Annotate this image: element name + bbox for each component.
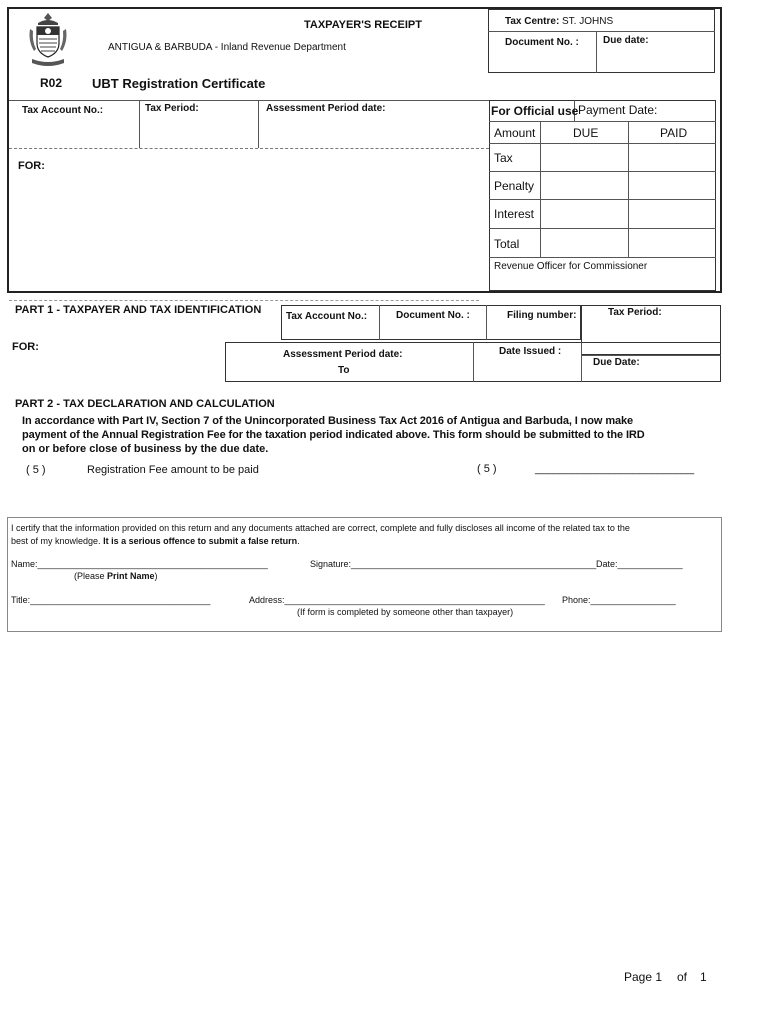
line-number-left: ( 5 ) xyxy=(26,464,46,476)
divider xyxy=(540,121,541,257)
address-field[interactable]: Address:____________________________________________________ xyxy=(249,595,545,605)
tax-centre-value: ST. JOHNS xyxy=(562,16,614,27)
assessment-period-label: Assessment Period date: xyxy=(266,103,386,114)
divider xyxy=(489,199,716,200)
row-total-label: Total xyxy=(494,237,520,251)
amount-header: Amount xyxy=(494,126,536,140)
date-issued-label: Date Issued : xyxy=(499,346,562,357)
line-number-right: ( 5 ) xyxy=(477,463,497,475)
paid-header: PAID xyxy=(660,126,688,140)
part1-due-date-label: Due Date: xyxy=(593,357,640,368)
print-name-note xyxy=(74,571,158,581)
divider xyxy=(473,342,474,382)
form-code: R02 xyxy=(40,76,63,90)
part1-for-label: FOR: xyxy=(12,341,39,353)
divider xyxy=(488,31,715,32)
divider xyxy=(628,121,629,257)
divider xyxy=(258,100,259,148)
divider xyxy=(489,171,716,172)
part1-tax-period-label: Tax Period: xyxy=(608,307,662,318)
registration-fee-field[interactable]: __________________________ xyxy=(535,463,695,475)
payment-date-label: Payment Date: xyxy=(578,103,658,117)
name-field[interactable]: Name:______________________________________________ xyxy=(11,559,268,569)
filing-number-label: Filing number: xyxy=(507,310,577,321)
certify-text-normal: best of my knowledge. xyxy=(11,536,101,546)
print-name-open: (Please xyxy=(74,571,108,581)
part1-to-label: To xyxy=(338,365,350,376)
tax-period-label: Tax Period: xyxy=(145,103,199,114)
tax-centre-label: Tax Centre: xyxy=(505,16,560,27)
divider xyxy=(489,228,716,229)
row-tax-label: Tax xyxy=(494,151,513,165)
due-header: DUE xyxy=(573,126,599,140)
completed-by-note: (If form is completed by someone other than taxpayer) xyxy=(297,607,514,617)
row-penalty-label: Penalty xyxy=(494,179,535,193)
total-pages: 1 xyxy=(700,970,707,984)
divider xyxy=(9,300,479,301)
due-date-label: Due date: xyxy=(603,35,649,46)
phone-field[interactable]: Phone:_________________ xyxy=(562,595,676,605)
divider xyxy=(489,257,716,258)
form-title: UBT Registration Certificate xyxy=(92,76,266,91)
divider xyxy=(486,305,487,340)
signature-field[interactable]: Signature:_________________________________________________ xyxy=(310,559,597,569)
revenue-officer-label: Revenue Officer for Commissioner xyxy=(494,261,648,272)
print-name-close: ) xyxy=(154,571,158,581)
divider xyxy=(9,148,489,149)
document-no-label: Document No. : xyxy=(505,37,579,48)
certify-warning: It is a serious offence to submit a false return xyxy=(103,536,298,546)
date-field[interactable]: Date:_____________ xyxy=(596,559,683,569)
part1-title: PART 1 - TAXPAYER AND TAX IDENTIFICATION xyxy=(15,304,262,316)
tax-account-label: Tax Account No.: xyxy=(22,105,104,116)
certify-period: . xyxy=(297,536,300,546)
department-name: ANTIGUA & BARBUDA - Inland Revenue Department xyxy=(108,42,346,53)
divider xyxy=(596,31,597,73)
page-of-label: of xyxy=(677,970,688,984)
declaration-line-3: on or before close of business by the due date. xyxy=(22,443,269,455)
certify-text-line-1: I certify that the information provided on this return and any documents attached are correct, complete and fully discloses all income of the related tax to the xyxy=(11,523,630,533)
declaration-line-2: payment of the Annual Registration Fee for the taxation period indicated above. This form should be submitted to the IRD xyxy=(22,429,645,441)
row-interest-label: Interest xyxy=(494,207,535,221)
page-label: Page 1 xyxy=(624,970,663,984)
part2-title: PART 2 - TAX DECLARATION AND CALCULATION xyxy=(15,398,275,410)
divider xyxy=(581,355,721,356)
part1-document-no-label: Document No. : xyxy=(396,310,470,321)
certify-text-line-2 xyxy=(11,536,300,546)
divider xyxy=(9,100,489,101)
part1-tax-account-label: Tax Account No.: xyxy=(286,311,368,322)
title-field[interactable]: Title:____________________________________ xyxy=(11,595,211,605)
divider xyxy=(139,100,140,148)
divider xyxy=(581,342,582,382)
divider xyxy=(489,121,716,122)
official-use-label: For Official use xyxy=(491,104,579,118)
part1-assessment-label: Assessment Period date: xyxy=(283,349,403,360)
coat-of-arms-logo xyxy=(26,11,70,69)
receipt-for-label: FOR: xyxy=(18,160,45,172)
receipt-title: TAXPAYER'S RECEIPT xyxy=(304,19,422,31)
declaration-line-1: In accordance with Part IV, Section 7 of the Unincorporated Business Tax Act 2016 of Antigua and Barbuda, I now make xyxy=(22,415,634,427)
print-name-bold: Print Name xyxy=(107,571,155,581)
registration-fee-label: Registration Fee amount to be paid xyxy=(87,464,259,476)
divider xyxy=(379,305,380,340)
divider xyxy=(489,143,716,144)
